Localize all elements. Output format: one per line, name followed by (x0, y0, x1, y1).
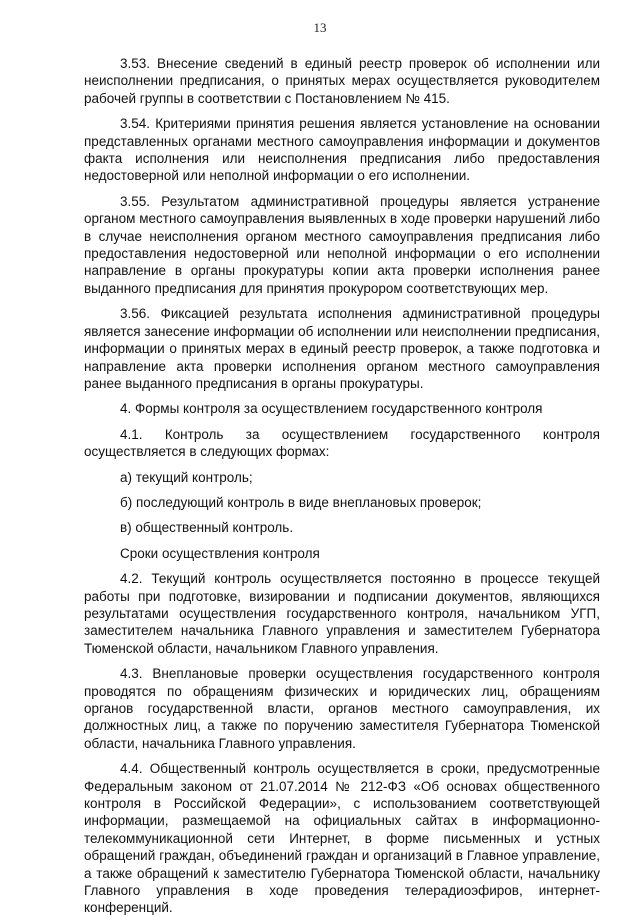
list-item-c: в) общественный контроль. (120, 520, 294, 536)
paragraph-4-4: 4.4. Общественный контроль осуществляется в сроки, предусмотренные Федеральным законом от 21.07.2014 № 212-ФЗ «Об основах общественного контроля в Российской Федерации», с использованием соответствующей информации, размещаемой на официальных сайтах в информационно-телекоммуникационной сети Интернет, в форме письменных и устных обращений граждан, объединений граждан и организаций в Главное управление, а также обращений к заместителю Губернатора Тюменской области, начальнику Главного управления в ходе проведения телерадиоэфиров, интернет-конференций. (84, 761, 600, 916)
paragraph-4-3: 4.3. Внеплановые проверки осуществления государственного контроля проводятся по обращениям физических и юридических лиц, обращениям органов государственной власти, органов местного самоуправления, их должностных лиц, а также по поручению заместителя Губернатора Тюменской области, начальника Главного управления. (84, 666, 600, 751)
document-body (84, 55, 600, 917)
list-item-a: а) текущий контроль; (120, 469, 253, 485)
list-item-b: б) последующий контроль в виде внеплановых проверок; (120, 494, 482, 510)
paragraph-3-53: 3.53. Внесение сведений в единый реестр проверок об исполнении или неисполнении предписания, о принятых мерах осуществляется руководителем рабочей группы в соответствии с Постановлением № 415. (84, 56, 600, 106)
subheading-control-terms: Сроки осуществления контроля (120, 545, 320, 561)
page-number: 13 (313, 20, 327, 35)
paragraph-3-56: 3.56. Фиксацией результата исполнения административной процедуры является занесение информации об исполнении или неисполнении предписания, информации о принятых мерах в единый реестр проверок, а также подготовка и направление акта проверки исполнения органом местного самоуправления ранее выданного предписания в органы прокуратуры. (84, 306, 600, 391)
paragraph-4-2: 4.2. Текущий контроль осуществляется постоянно в процессе текущей работы при подготовке, визировании и подписании документов, являющихся результатами осуществления государственного контроля, начальником УГП, заместителем начальника Главного управления и заместителем Губернатора Тюменской области, начальником Главного управления. (84, 571, 600, 656)
paragraph-4-1: 4.1. Контроль за осуществлением государственного контроля осуществляется в следующих формах: (84, 426, 600, 460)
paragraph-3-55: 3.55. Результатом административной процедуры является устранение органом местного самоуправления выявленных в ходе проверки нарушений либо в случае неисполнения органом местного самоуправления предписания либо предоставления недостоверной или неполной информации о его исполнении направление в органы прокуратуры копии акта проверки исполнения ранее выданного предписания для принятия прокурором соответствующих мер. (84, 193, 600, 296)
paragraph-3-54: 3.54. Критериями принятия решения является установление на основании представленных органами местного самоуправления информации и документов факта исполнения или неисполнения предписания либо предоставления недостоверной или неполной информации о его исполнении. (84, 116, 600, 184)
section-heading-4: 4. Формы контроля за осуществлением государственного контроля (120, 401, 543, 417)
